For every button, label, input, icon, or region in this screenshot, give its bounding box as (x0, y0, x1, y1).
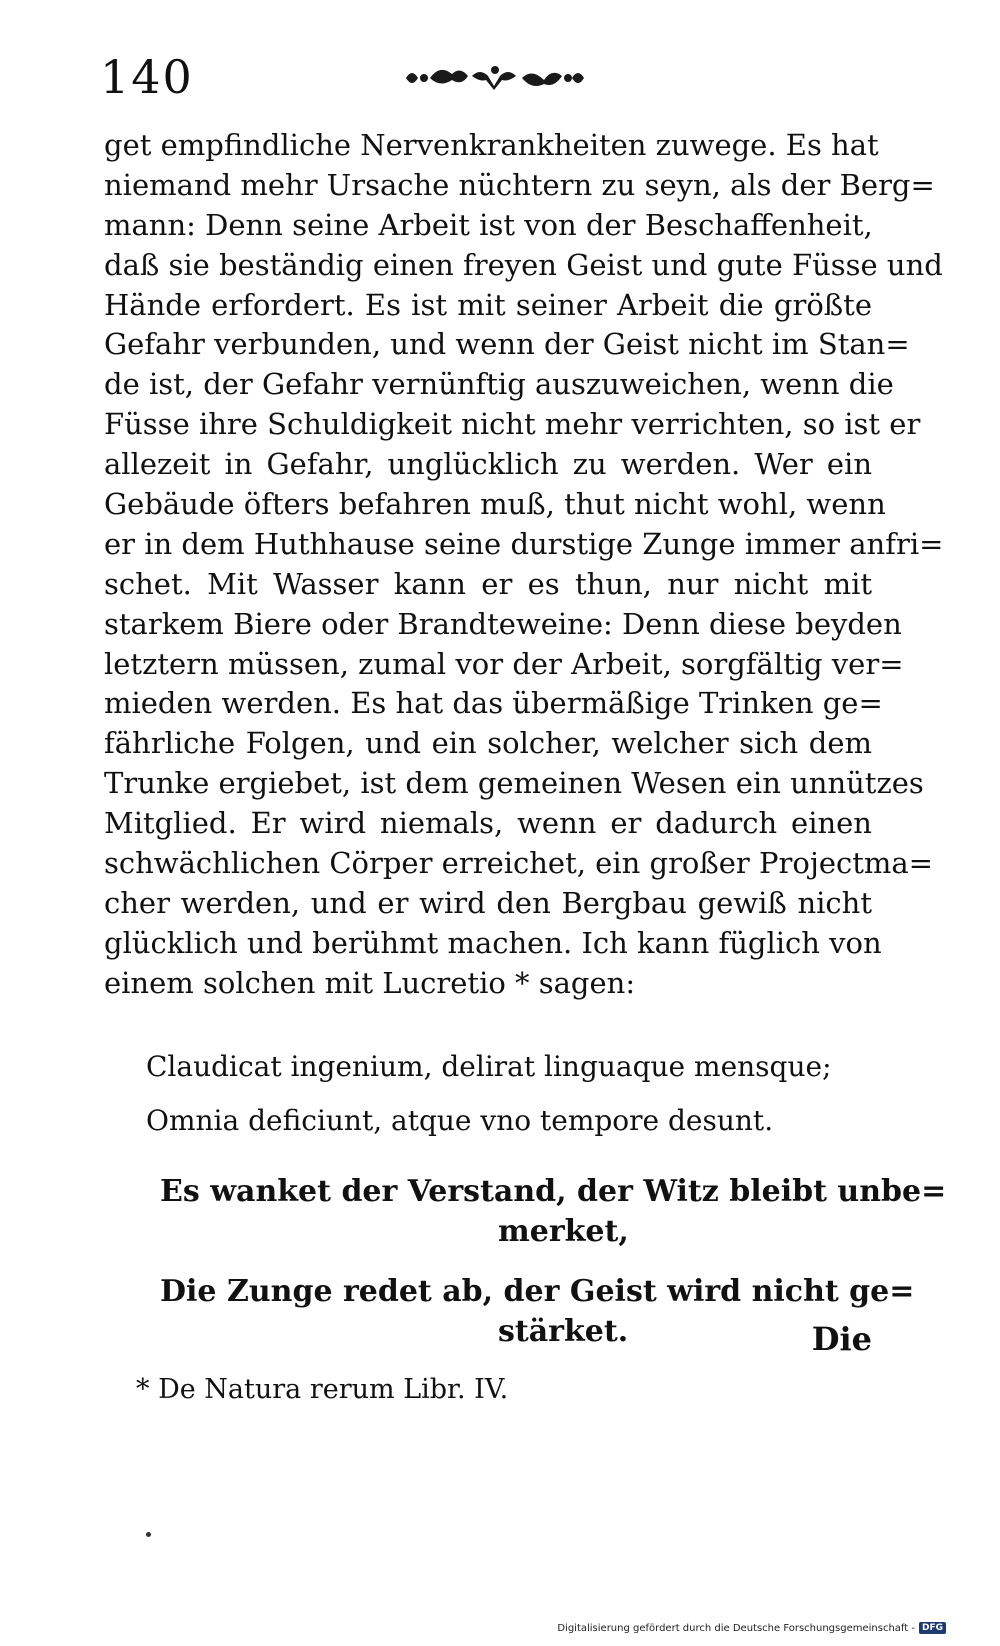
digitization-credit (557, 1622, 946, 1634)
latin-quotation (146, 1040, 876, 1148)
catchword: Die (811, 1320, 872, 1358)
text-line: cher werden, und er wird den Bergbau gewiß nicht (104, 885, 872, 920)
text-line: allezeit in Gefahr, unglücklich zu werden. Wer ein (104, 447, 872, 482)
text-line: Gefahr verbunden, und wenn der Geist nicht im Stan= (104, 327, 910, 362)
text-line: Mitglied. Er wird niemals, wenn er dadurch einen (104, 806, 872, 841)
dfg-logo-icon: DFG (919, 1622, 946, 1634)
verse-line-continuation: stärket. (498, 1314, 629, 1349)
ink-speck (146, 1532, 151, 1537)
text-line: Gebäude öfters befahren muß, thut nicht wohl, wenn (104, 487, 886, 522)
text-line: fährliche Folgen, und ein solcher, welcher sich dem (104, 726, 872, 761)
verse-line: Die Zunge redet ab, der Geist wird nicht ge= (160, 1274, 915, 1309)
text-line: glücklich und berühmt machen. Ich kann füglich von (104, 925, 882, 960)
text-line: Hände erfordert. Es ist mit seiner Arbeit die größte (104, 287, 872, 322)
latin-verse-line: Claudicat ingenium, delirat linguaque mensque; (146, 1050, 832, 1083)
verse-line-continuation: merket, (498, 1214, 629, 1249)
footnote: * De Natura rerum Libr. IV. (136, 1374, 509, 1405)
text-line: er in dem Huthhause seine durstige Zunge immer anfri= (104, 526, 944, 561)
verse-line: Es wanket der Verstand, der Witz bleibt unbe= (160, 1174, 947, 1209)
text-line: Füsse ihre Schuldigkeit nicht mehr verrichten, so ist er (104, 407, 921, 442)
text-line: starkem Biere oder Brandteweine: Denn diese beyden (104, 606, 902, 641)
text-line: de ist, der Gefahr vernünftig auszuweichen, wenn die (104, 367, 894, 402)
text-line: mieden werden. Es hat das übermäßige Trinken ge= (104, 686, 883, 721)
text-line: get empfindliche Nervenkrankheiten zuwege. Es hat (104, 128, 879, 162)
credit-text: Digitalisierung gefördert durch die Deutsche Forschungsgemeinschaft - (557, 1622, 915, 1634)
text-line: daß sie beständig einen freyen Geist und gute Füsse und (104, 247, 943, 282)
text-line: Trunke ergiebet, ist dem gemeinen Wesen ein unnützes (104, 766, 924, 801)
text-line: einem solchen mit Lucretio * sagen: (104, 965, 636, 1000)
text-line: niemand mehr Ursache nüchtern zu seyn, als der Berg= (104, 167, 935, 202)
german-verse (160, 1172, 947, 1352)
text-line: schwächlichen Cörper erreichet, ein großer Projectma= (104, 846, 933, 881)
body-text (104, 126, 944, 1004)
text-line: schet. Mit Wasser kann er es thun, nur nicht mit (104, 566, 872, 601)
text-line: mann: Denn seine Arbeit ist von der Beschaffenheit, (104, 207, 873, 242)
ornament-icon (400, 58, 590, 98)
page-number: 140 (100, 50, 194, 104)
text-line: letztern müssen, zumal vor der Arbeit, sorgfältig ver= (104, 646, 904, 681)
latin-verse-line: Omnia deficiunt, atque vno tempore desunt. (146, 1104, 774, 1137)
